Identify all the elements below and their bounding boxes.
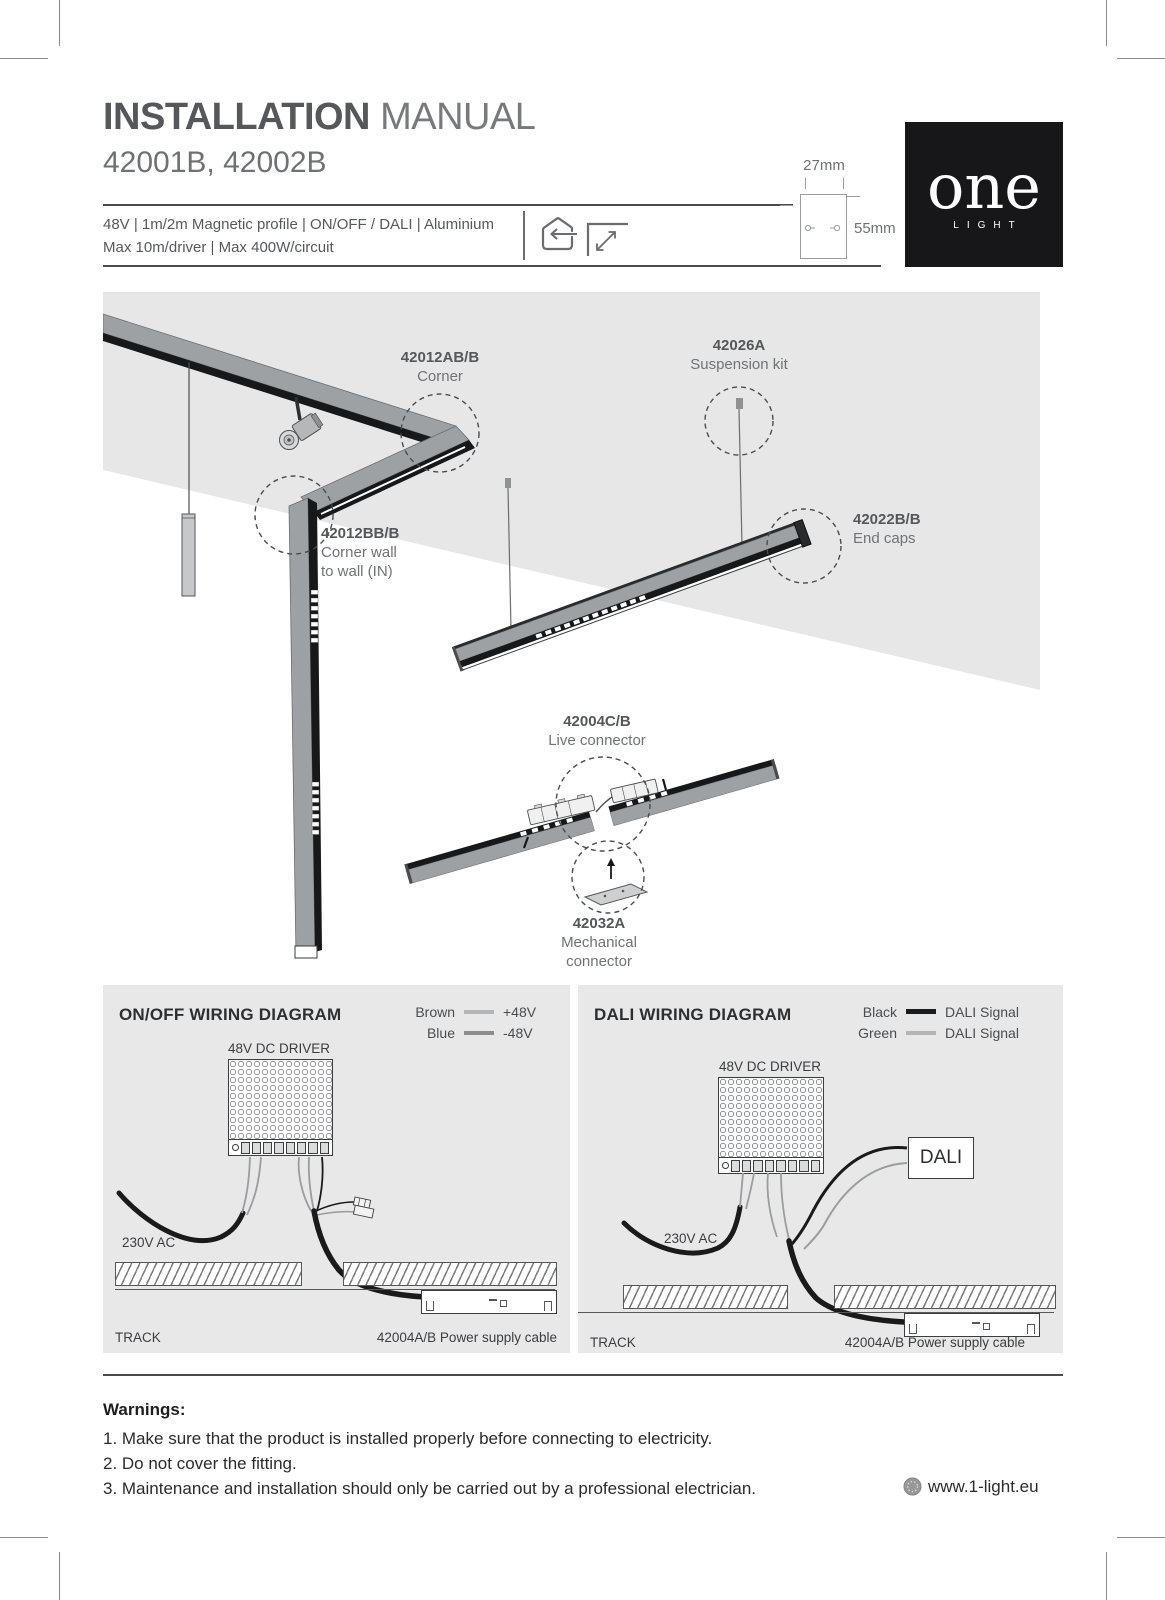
dimension-tick <box>805 178 806 189</box>
mains-label: 230V AC <box>664 1231 718 1246</box>
mains-label: 230V AC <box>122 1235 176 1250</box>
cable-label: 42004A/B Power supply cable <box>844 1335 1025 1350</box>
part-label-suspension-kit: 42026A Suspension kit <box>690 337 788 373</box>
cable-label: 42004A/B Power supply cable <box>376 1330 557 1345</box>
globe-icon <box>903 1477 922 1496</box>
driver-label: 48V DC DRIVER <box>718 1059 822 1074</box>
suspension-anchor <box>505 478 511 488</box>
logo-sub-text: LIGHT <box>953 220 1023 231</box>
footer-rule <box>103 1374 1063 1376</box>
warning-item: 1. Make sure that the product is installed properly before connecting to electricity. <box>103 1429 713 1448</box>
page-title <box>103 96 535 139</box>
track-segment-left <box>404 812 594 884</box>
legend-name: Black <box>862 1003 897 1020</box>
warning-item: 3. Maintenance and installation should only be carried out by a professional electrician. <box>103 1479 757 1498</box>
width-dimension-label: 27mm <box>803 157 845 174</box>
power-supply-box <box>421 1290 557 1314</box>
one-light-logo <box>905 122 1063 267</box>
dimension-tick <box>843 178 844 189</box>
driver-label: 48V DC DRIVER <box>227 1041 331 1056</box>
installation-diagram <box>103 292 1040 975</box>
spec-line-1: 48V | 1m/2m Magnetic profile | ON/OFF / DALI | Aluminium <box>103 216 494 233</box>
crop-mark <box>1106 1552 1107 1600</box>
onoff-panel-title: ON/OFF WIRING DIAGRAM <box>119 1005 342 1024</box>
legend-name: Blue <box>426 1024 455 1041</box>
diagram-artwork <box>103 292 1040 975</box>
website-link[interactable]: www.1-light.eu <box>928 1477 1039 1496</box>
ceiling-hatch <box>623 1285 788 1309</box>
header-rule-top <box>103 204 793 206</box>
crop-mark <box>0 1537 48 1538</box>
dali-wiring-panel <box>578 985 1063 1353</box>
part-label-end-caps: 42022B/B End caps <box>853 511 921 547</box>
crop-mark <box>59 1552 60 1600</box>
track-end-cap-bottom <box>295 946 317 958</box>
logo-brand-text: one <box>927 150 1041 223</box>
ceiling-hatch <box>343 1262 557 1286</box>
legend-value: +48V <box>503 1003 537 1020</box>
product-codes: 42001B, 42002B <box>103 146 327 179</box>
part-label-mechanical-connector: 42032A Mechanical connector <box>561 915 637 970</box>
crop-mark <box>0 58 48 59</box>
dali-box-label: DALI <box>919 1147 963 1168</box>
spec-lines <box>103 213 494 259</box>
corner-direction-arrows-icon <box>584 216 630 258</box>
spec-line-2: Max 10m/driver | Max 400W/circuit <box>103 239 334 256</box>
profile-screws <box>800 194 845 257</box>
wire-clip-icon <box>351 1197 375 1218</box>
dimension-tick <box>847 196 860 197</box>
indoor-house-icon <box>538 215 580 257</box>
suspension-anchor <box>736 398 743 409</box>
legend-value: DALI Signal <box>945 1024 1019 1041</box>
ceiling-hatch <box>115 1262 302 1286</box>
part-label-corner-wall: 42012BB/B Corner wall to wall (IN) <box>321 525 400 580</box>
height-dimension-label: 55mm <box>854 220 896 237</box>
dimension-tick <box>780 205 793 206</box>
ceiling-hatch <box>834 1285 1056 1309</box>
onoff-wiring-panel <box>103 985 570 1353</box>
spec-divider <box>523 211 525 260</box>
header-rule-bottom <box>103 265 881 267</box>
legend-name: Brown <box>415 1003 455 1020</box>
track-label: TRACK <box>115 1330 161 1345</box>
title-bold: INSTALLATION <box>103 96 370 138</box>
track-label: TRACK <box>590 1335 636 1350</box>
crop-mark <box>1106 0 1107 46</box>
legend-value: -48V <box>503 1024 533 1041</box>
crop-mark <box>59 0 60 46</box>
warning-item: 2. Do not cover the fitting. <box>103 1454 297 1473</box>
legend-value: DALI Signal <box>945 1003 1019 1020</box>
legend-name: Green <box>858 1024 897 1041</box>
warnings-heading: Warnings: <box>103 1400 186 1419</box>
title-light: MANUAL <box>380 96 536 138</box>
dali-panel-title: DALI WIRING DIAGRAM <box>594 1005 792 1024</box>
power-supply-box <box>904 1313 1040 1337</box>
crop-mark <box>1117 58 1165 59</box>
part-label-corner: 42012AB/B Corner <box>400 349 480 385</box>
part-label-live-connector: 42004C/B Live connector <box>548 713 646 749</box>
crop-mark <box>1117 1537 1165 1538</box>
